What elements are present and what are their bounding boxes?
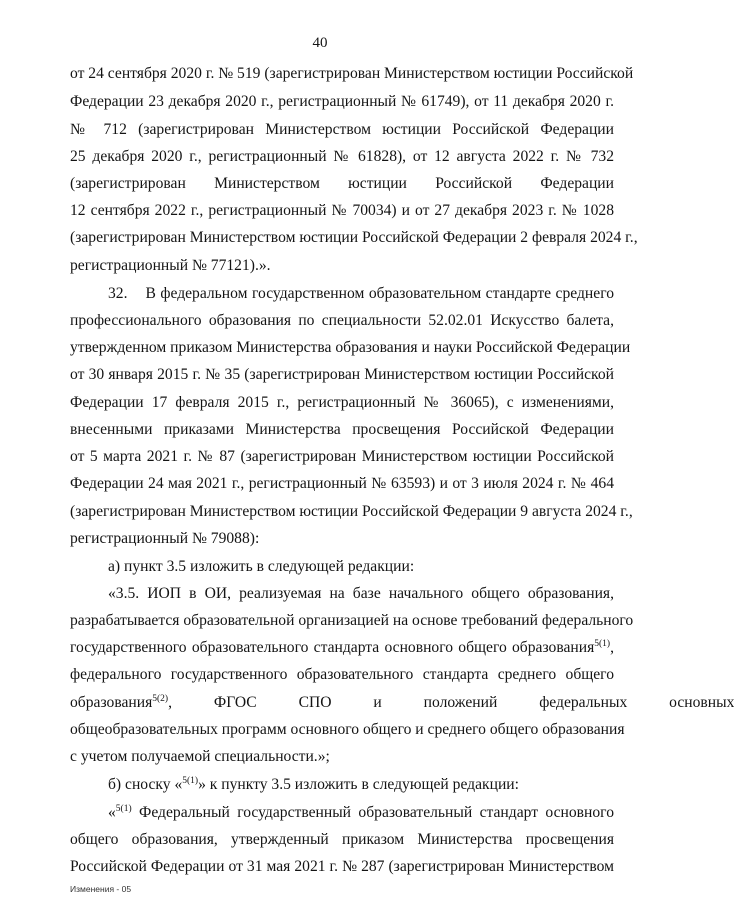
- subitem-a: а) пункт 3.5 изложить в следующей редакции:: [108, 558, 415, 575]
- text-line: общего образования, утвержденный приказом Министерства просвещения: [70, 831, 614, 848]
- footnote-ref-5-1: 5(1): [594, 639, 611, 649]
- text-line: образования$^{5(2)}$, ФГОС СПО и положений федеральных основных: [70, 694, 734, 711]
- text-line: общеобразовательных программ основного общего и среднего общего образования: [70, 721, 625, 738]
- footnote-ref-5-1: 5(1): [182, 776, 199, 786]
- text-line: регистрационный № 77121).».: [70, 257, 271, 274]
- page-footer: Изменения - 05: [70, 884, 132, 894]
- text-line: Российской Федерации от 31 мая 2021 г. № 287 (зарегистрирован Министерством: [70, 858, 614, 875]
- subitem-b: б) сноску «$^{5(1)}$» к пункту 3.5 изложить в следующей редакции:: [108, 776, 519, 793]
- footnote-ref-5-2: 5(2): [152, 694, 169, 704]
- text-line: утвержденном приказом Министерства образования и науки Российской Федерации: [70, 339, 631, 356]
- paragraph-32-start: 32. В федеральном государственном образовательном стандарте среднего: [108, 285, 614, 302]
- text-line: 25 декабря 2020 г., регистрационный № 61828), от 12 августа 2022 г. № 732: [70, 148, 614, 165]
- text-line: с учетом получаемой специальности.»;: [70, 748, 330, 765]
- quoted-clause-3-5: «3.5. ИОП в ОИ, реализуемая на базе начального общего образования,: [108, 585, 614, 602]
- text-line: профессионального образования по специальности 52.02.01 Искусство балета,: [70, 312, 614, 329]
- text-line: (зарегистрирован Министерством юстиции Российской Федерации 2 февраля 2024 г.,: [70, 229, 638, 246]
- text-line: Федерации 17 февраля 2015 г., регистрационный № 36065), с изменениями,: [70, 394, 614, 411]
- text-line: № 712 (зарегистрирован Министерством юстиции Российской Федерации: [70, 121, 614, 138]
- text-line: Федерации 23 декабря 2020 г., регистрационный № 61749), от 11 декабря 2020 г.: [70, 93, 614, 110]
- text-line: внесенными приказами Министерства просвещения Российской Федерации: [70, 421, 614, 438]
- footnote-mark-5-1: 5(1): [115, 804, 132, 814]
- page-number: 40: [312, 35, 328, 51]
- footnote-text-start: «$^{5(1)}$ Федеральный государственный образовательный стандарт основного: [108, 804, 614, 821]
- text-line: от 24 сентября 2020 г. № 519 (зарегистрирован Министерством юстиции Российской: [70, 65, 634, 82]
- text-line: (зарегистрирован Министерством юстиции Российской Федерации 9 августа 2024 г.,: [70, 503, 633, 520]
- text-line: 12 сентября 2022 г., регистрационный № 70034) и от 27 декабря 2023 г. № 1028: [70, 202, 614, 219]
- text-line: (зарегистрирован Министерством юстиции Российской Федерации: [70, 175, 614, 192]
- text-line: от 5 марта 2021 г. № 87 (зарегистрирован Министерством юстиции Российской: [70, 448, 614, 465]
- text-line: Федерации 24 мая 2021 г., регистрационный № 63593) и от 3 июля 2024 г. № 464: [70, 475, 614, 492]
- text-line: регистрационный № 79088):: [70, 530, 260, 547]
- text-line: государственного образовательного стандарта основного общего образования$^{5(1)}$,: [70, 639, 614, 656]
- text-line: от 30 января 2015 г. № 35 (зарегистрирован Министерством юстиции Российской: [70, 366, 614, 383]
- text-line: федерального государственного образовательного стандарта среднего общего: [70, 666, 614, 683]
- text-line: разрабатывается образовательной организацией на основе требований федерального: [70, 612, 634, 629]
